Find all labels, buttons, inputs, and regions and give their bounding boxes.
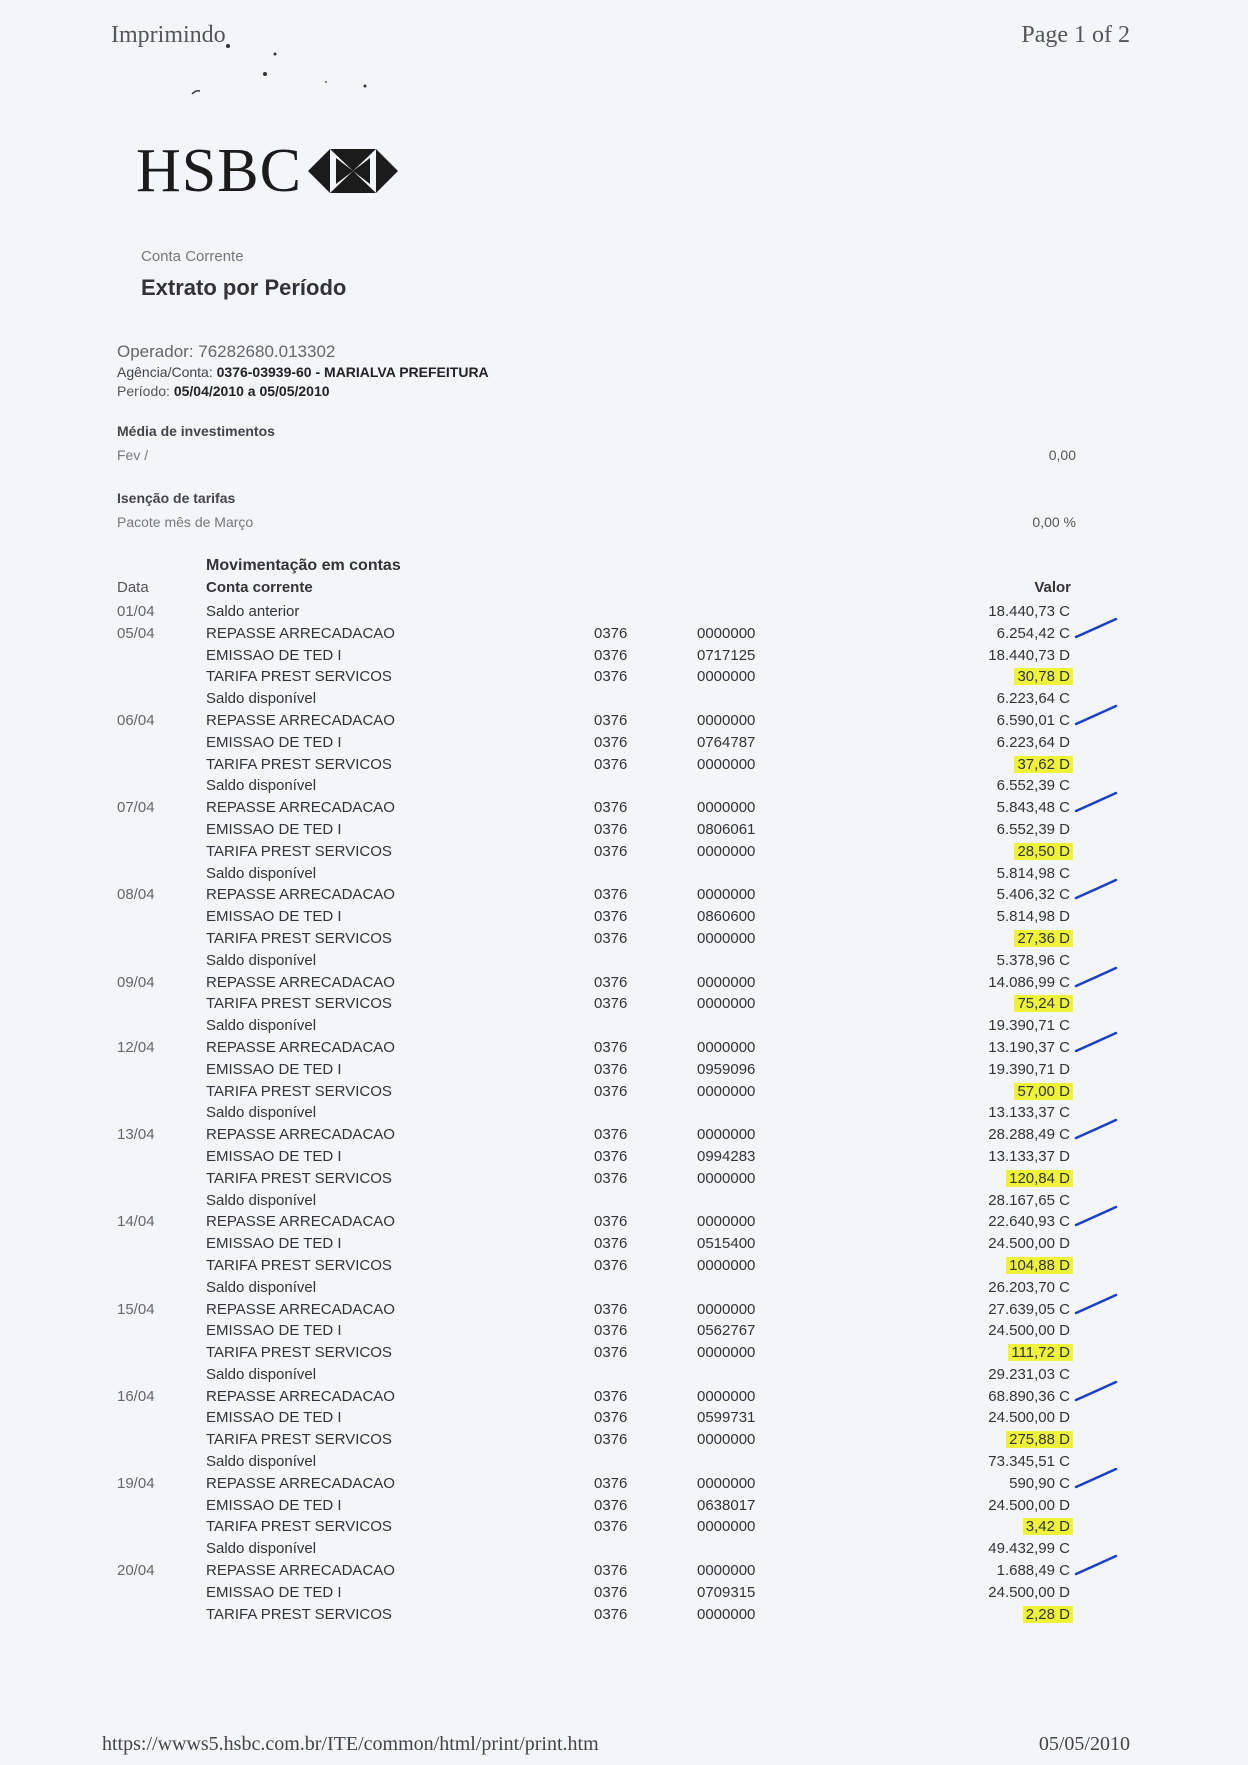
row-description: TARIFA PREST SERVICOS [206, 1082, 392, 1100]
row-amount: 73.345,51 C [988, 1453, 1070, 1471]
row-date: 06/04 [117, 711, 155, 729]
row-document: 0000000 [697, 711, 756, 729]
checkmark-icon [1074, 1203, 1118, 1229]
row-description: EMISSAO DE TED I [206, 733, 342, 751]
row-branch: 0376 [594, 1038, 628, 1056]
table-row [0, 1168, 1248, 1190]
table-row [0, 1102, 1248, 1124]
footer-url: https://wwws5.hsbc.com.br/ITE/common/html/print/print.htm [102, 1733, 599, 1755]
row-amount: 75,24 D [1014, 995, 1073, 1012]
row-document: 0000000 [697, 973, 756, 991]
table-row [0, 950, 1248, 972]
row-document: 0000000 [697, 799, 756, 817]
row-amount: 24.500,00 D [988, 1235, 1070, 1253]
row-description: REPASSE ARRECADACAO [206, 624, 395, 642]
row-amount: 5.843,48 C [996, 799, 1070, 817]
period-label: Período: [117, 383, 170, 399]
row-branch: 0376 [594, 1583, 628, 1601]
row-document: 0000000 [697, 1562, 756, 1580]
row-document: 0638017 [697, 1496, 756, 1514]
branch-account [117, 364, 489, 380]
row-branch: 0376 [594, 646, 628, 664]
row-amount: 26.203,70 C [988, 1278, 1070, 1296]
row-description: Saldo disponível [206, 777, 317, 795]
row-description: REPASSE ARRECADACAO [206, 1387, 395, 1405]
column-header-date: Data [117, 579, 149, 596]
fee-exemption-value: 0,00 % [1032, 514, 1076, 530]
row-description: EMISSAO DE TED I [206, 908, 342, 926]
row-document: 0000000 [697, 886, 756, 904]
row-description: TARIFA PREST SERVICOS [206, 1169, 392, 1187]
row-amount: 19.390,71 D [988, 1060, 1070, 1078]
table-row [0, 1059, 1248, 1081]
table-row [0, 775, 1248, 797]
row-branch: 0376 [594, 1300, 628, 1318]
row-document: 0994283 [697, 1147, 756, 1165]
branch-account-value: 0376-03939-60 - MARIALVA PREFEITURA [216, 364, 489, 380]
checkmark-icon [1074, 964, 1118, 990]
page-title: Extrato por Período [141, 275, 347, 300]
row-amount: 24.500,00 D [988, 1496, 1070, 1514]
table-row [0, 884, 1248, 906]
row-document: 0000000 [697, 1605, 756, 1623]
row-description: TARIFA PREST SERVICOS [206, 755, 392, 773]
row-amount: 22.640,93 C [988, 1213, 1070, 1231]
row-branch: 0376 [594, 799, 628, 817]
row-date: 12/04 [117, 1038, 155, 1056]
row-branch: 0376 [594, 842, 628, 860]
table-row [0, 1342, 1248, 1364]
table-row [0, 666, 1248, 688]
row-document: 0860600 [697, 908, 756, 926]
row-document: 0000000 [697, 1300, 756, 1318]
row-branch: 0376 [594, 1082, 628, 1100]
row-amount: 24.500,00 D [988, 1409, 1070, 1427]
row-amount: 6.552,39 C [996, 777, 1070, 795]
table-row [0, 1516, 1248, 1538]
row-description: REPASSE ARRECADACAO [206, 1038, 395, 1056]
row-description: REPASSE ARRECADACAO [206, 1562, 395, 1580]
row-branch: 0376 [594, 733, 628, 751]
page-indicator: Page 1 of 2 [1021, 22, 1130, 48]
table-row [0, 1451, 1248, 1473]
row-branch: 0376 [594, 995, 628, 1013]
row-amount: 5.814,98 C [996, 864, 1070, 882]
checkmark-icon [1074, 1116, 1118, 1142]
row-date: 07/04 [117, 799, 155, 817]
branch-account-label: Agência/Conta: [117, 364, 213, 380]
row-branch: 0376 [594, 1147, 628, 1165]
row-description: EMISSAO DE TED I [206, 1147, 342, 1165]
table-row [0, 1386, 1248, 1408]
row-document: 0000000 [697, 668, 756, 686]
table-row [0, 1495, 1248, 1517]
row-document: 0000000 [697, 1518, 756, 1536]
row-description: EMISSAO DE TED I [206, 1583, 342, 1601]
row-date: 15/04 [117, 1300, 155, 1318]
table-row [0, 1299, 1248, 1321]
table-row [0, 841, 1248, 863]
table-row [0, 1538, 1248, 1560]
row-amount: 2,28 D [1023, 1606, 1073, 1623]
row-branch: 0376 [594, 929, 628, 947]
row-branch: 0376 [594, 1322, 628, 1340]
table-row [0, 754, 1248, 776]
row-branch: 0376 [594, 1126, 628, 1144]
hexagon-logo-icon [308, 148, 398, 194]
row-amount: 24.500,00 D [988, 1322, 1070, 1340]
table-row [0, 1582, 1248, 1604]
row-document: 0562767 [697, 1322, 756, 1340]
row-document: 0000000 [697, 1082, 756, 1100]
row-description: REPASSE ARRECADACAO [206, 1126, 395, 1144]
row-description: Saldo disponível [206, 864, 317, 882]
table-row [0, 601, 1248, 623]
table-row [0, 906, 1248, 928]
row-branch: 0376 [594, 1387, 628, 1405]
table-row [0, 1190, 1248, 1212]
fee-exemption-title: Isenção de tarifas [117, 490, 236, 506]
row-document: 0000000 [697, 755, 756, 773]
row-document: 0000000 [697, 1169, 756, 1187]
row-description: REPASSE ARRECADACAO [206, 1300, 395, 1318]
row-amount: 18.440,73 C [988, 603, 1070, 620]
row-description: TARIFA PREST SERVICOS [206, 668, 392, 686]
row-amount: 29.231,03 C [988, 1365, 1070, 1383]
table-row [0, 1407, 1248, 1429]
row-branch: 0376 [594, 1409, 628, 1427]
row-branch: 0376 [594, 1344, 628, 1362]
row-amount: 49.432,99 C [988, 1540, 1070, 1558]
row-description: TARIFA PREST SERVICOS [206, 929, 392, 947]
row-amount: 37,62 D [1014, 756, 1073, 773]
table-row [0, 993, 1248, 1015]
row-amount: 3,42 D [1023, 1518, 1073, 1535]
row-document: 0000000 [697, 1213, 756, 1231]
row-description: EMISSAO DE TED I [206, 646, 342, 664]
row-date: 16/04 [117, 1387, 155, 1405]
row-description: Saldo disponível [206, 1104, 317, 1122]
checkmark-icon [1074, 615, 1118, 641]
row-description: Saldo disponível [206, 1540, 317, 1558]
column-header-account: Conta corrente [206, 579, 313, 596]
checkmark-icon [1074, 1029, 1118, 1055]
row-description: Saldo disponível [206, 951, 317, 969]
scan-specks [190, 40, 430, 110]
table-row [0, 1604, 1248, 1626]
table-row [0, 1233, 1248, 1255]
checkmark-icon [1074, 1291, 1118, 1317]
row-description: Saldo disponível [206, 1278, 317, 1296]
row-document: 0000000 [697, 1474, 756, 1492]
row-description: REPASSE ARRECADACAO [206, 799, 395, 817]
row-document: 0000000 [697, 1256, 756, 1274]
row-document: 0000000 [697, 1126, 756, 1144]
table-row [0, 1277, 1248, 1299]
column-header-value: Valor [1034, 579, 1071, 596]
row-document: 0959096 [697, 1060, 756, 1078]
row-branch: 0376 [594, 1518, 628, 1536]
row-description: REPASSE ARRECADACAO [206, 1474, 395, 1492]
row-amount: 5.814,98 D [996, 908, 1070, 926]
row-branch: 0376 [594, 1474, 628, 1492]
table-row [0, 710, 1248, 732]
row-branch: 0376 [594, 755, 628, 773]
row-description: Saldo disponível [206, 1191, 317, 1209]
row-branch: 0376 [594, 668, 628, 686]
row-description: EMISSAO DE TED I [206, 1496, 342, 1514]
row-amount: 27,36 D [1014, 930, 1073, 947]
row-branch: 0376 [594, 1169, 628, 1187]
row-description: TARIFA PREST SERVICOS [206, 1605, 392, 1623]
row-branch: 0376 [594, 1496, 628, 1514]
table-row [0, 1015, 1248, 1037]
table-row [0, 819, 1248, 841]
transactions-title: Movimentação em contas [206, 557, 401, 574]
row-description: EMISSAO DE TED I [206, 1322, 342, 1340]
row-document: 0806061 [697, 820, 756, 838]
table-row [0, 1037, 1248, 1059]
row-description: TARIFA PREST SERVICOS [206, 842, 392, 860]
row-document: 0717125 [697, 646, 756, 664]
row-document: 0764787 [697, 733, 756, 751]
print-header-left: Imprimindo [111, 22, 226, 48]
row-branch: 0376 [594, 1562, 628, 1580]
row-description: TARIFA PREST SERVICOS [206, 995, 392, 1013]
row-date: 08/04 [117, 886, 155, 904]
row-document: 0000000 [697, 1344, 756, 1362]
row-amount: 13.190,37 C [988, 1038, 1070, 1056]
row-amount: 13.133,37 C [988, 1104, 1070, 1122]
table-row [0, 645, 1248, 667]
table-row [0, 1429, 1248, 1451]
footer-date: 05/05/2010 [1038, 1733, 1130, 1755]
checkmark-icon [1074, 1552, 1118, 1578]
checkmark-icon [1074, 876, 1118, 902]
row-description: TARIFA PREST SERVICOS [206, 1431, 392, 1449]
row-amount: 6.254,42 C [996, 624, 1070, 642]
row-branch: 0376 [594, 624, 628, 642]
row-document: 0000000 [697, 842, 756, 860]
row-branch: 0376 [594, 886, 628, 904]
row-amount: 14.086,99 C [988, 973, 1070, 991]
table-row [0, 1255, 1248, 1277]
row-branch: 0376 [594, 1235, 628, 1253]
transactions-table [0, 601, 1248, 1625]
row-date: 13/04 [117, 1126, 155, 1144]
table-row [0, 1364, 1248, 1386]
row-amount: 30,78 D [1014, 668, 1073, 685]
row-branch: 0376 [594, 1060, 628, 1078]
hsbc-logo [136, 137, 398, 205]
row-document: 0000000 [697, 929, 756, 947]
row-amount: 6.223,64 C [996, 690, 1070, 708]
row-amount: 57,00 D [1014, 1083, 1073, 1100]
row-branch: 0376 [594, 1431, 628, 1449]
table-row [0, 623, 1248, 645]
avg-investments-value: 0,00 [1048, 447, 1076, 463]
row-branch: 0376 [594, 1605, 628, 1623]
row-amount: 120,84 D [1006, 1170, 1073, 1187]
row-amount: 28.288,49 C [988, 1126, 1070, 1144]
table-row [0, 863, 1248, 885]
table-row [0, 972, 1248, 994]
row-date: 19/04 [117, 1474, 155, 1492]
row-branch: 0376 [594, 820, 628, 838]
row-document: 0000000 [697, 1431, 756, 1449]
row-amount: 6.552,39 D [996, 820, 1070, 838]
row-document: 0515400 [697, 1235, 756, 1253]
period [117, 383, 330, 399]
table-row [0, 1124, 1248, 1146]
row-amount: 68.890,36 C [988, 1387, 1070, 1405]
table-row [0, 732, 1248, 754]
row-amount: 5.378,96 C [996, 951, 1070, 969]
row-document: 0000000 [697, 995, 756, 1013]
row-description: EMISSAO DE TED I [206, 820, 342, 838]
row-amount: 275,88 D [1006, 1431, 1073, 1448]
row-description: Saldo disponível [206, 1365, 317, 1383]
row-amount: 27.639,05 C [988, 1300, 1070, 1318]
avg-investments-title: Média de investimentos [117, 423, 275, 439]
fee-exemption-package: Pacote mês de Março [117, 514, 254, 530]
checkmark-icon [1074, 702, 1118, 728]
checkmark-icon [1074, 789, 1118, 815]
row-branch: 0376 [594, 711, 628, 729]
row-description: Saldo anterior [206, 603, 300, 620]
row-description: EMISSAO DE TED I [206, 1060, 342, 1078]
avg-investments-month: Fev / [117, 447, 149, 463]
table-row [0, 1560, 1248, 1582]
row-amount: 111,72 D [1008, 1344, 1073, 1361]
row-description: REPASSE ARRECADACAO [206, 973, 395, 991]
row-amount: 104,88 D [1006, 1257, 1073, 1274]
row-document: 0000000 [697, 624, 756, 642]
table-row [0, 1211, 1248, 1233]
row-document: 0000000 [697, 1038, 756, 1056]
table-row [0, 928, 1248, 950]
row-description: TARIFA PREST SERVICOS [206, 1256, 392, 1274]
row-amount: 18.440,73 D [988, 646, 1070, 664]
row-date: 20/04 [117, 1562, 155, 1580]
row-description: EMISSAO DE TED I [206, 1409, 342, 1427]
row-description: Saldo disponível [206, 1453, 317, 1471]
row-amount: 28,50 D [1014, 843, 1073, 860]
row-description: EMISSAO DE TED I [206, 1235, 342, 1253]
operator-id: Operador: 76282680.013302 [117, 342, 336, 361]
row-description: REPASSE ARRECADACAO [206, 1213, 395, 1231]
row-description: Saldo disponível [206, 1017, 317, 1035]
row-document: 0709315 [697, 1583, 756, 1601]
row-amount: 1.688,49 C [996, 1562, 1070, 1580]
row-date: 01/04 [117, 603, 155, 620]
row-description: REPASSE ARRECADACAO [206, 711, 395, 729]
row-description: Saldo disponível [206, 690, 317, 708]
table-row [0, 688, 1248, 710]
row-date: 05/04 [117, 624, 155, 642]
row-branch: 0376 [594, 1256, 628, 1274]
row-description: TARIFA PREST SERVICOS [206, 1344, 392, 1362]
row-amount: 19.390,71 C [988, 1017, 1070, 1035]
row-amount: 6.223,64 D [996, 733, 1070, 751]
logo-text: HSBC [136, 137, 302, 205]
row-amount: 28.167,65 C [988, 1191, 1070, 1209]
row-date: 14/04 [117, 1213, 155, 1231]
row-amount: 5.406,32 C [996, 886, 1070, 904]
table-row [0, 1081, 1248, 1103]
table-row [0, 1146, 1248, 1168]
checkmark-icon [1074, 1378, 1118, 1404]
row-branch: 0376 [594, 908, 628, 926]
table-row [0, 1473, 1248, 1495]
period-value: 05/04/2010 a 05/05/2010 [173, 383, 330, 399]
table-row [0, 1320, 1248, 1342]
account-type-label: Conta Corrente [141, 248, 244, 265]
row-branch: 0376 [594, 973, 628, 991]
row-amount: 6.590,01 C [996, 711, 1070, 729]
table-row [0, 797, 1248, 819]
row-branch: 0376 [594, 1213, 628, 1231]
row-amount: 24.500,00 D [988, 1583, 1070, 1601]
checkmark-icon [1074, 1465, 1118, 1491]
row-document: 0599731 [697, 1409, 756, 1427]
row-amount: 13.133,37 D [988, 1147, 1070, 1165]
row-date: 09/04 [117, 973, 155, 991]
row-amount: 590,90 C [1009, 1474, 1070, 1492]
row-description: TARIFA PREST SERVICOS [206, 1518, 392, 1536]
row-description: REPASSE ARRECADACAO [206, 886, 395, 904]
row-document: 0000000 [697, 1387, 756, 1405]
